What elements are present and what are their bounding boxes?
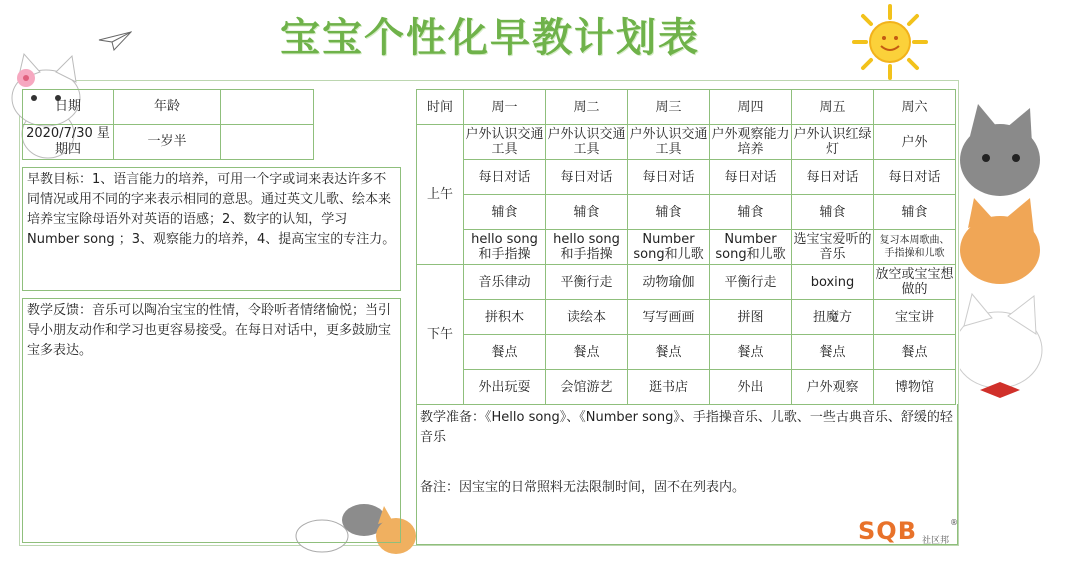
activity-cell: 每日对话: [628, 160, 710, 195]
day-header: 周五: [792, 90, 874, 125]
activity-cell: 户外认识交通工具: [628, 125, 710, 160]
paper-plane-icon: [98, 30, 132, 52]
day-header: 周四: [710, 90, 792, 125]
note-text: 备注：因宝宝的日常照料无法限制时间，固不在列表内。: [420, 480, 746, 495]
activity-cell: 辅食: [464, 195, 546, 230]
schedule-table: [416, 89, 956, 405]
activity-cell: 辅食: [710, 195, 792, 230]
activity-cell: 复习本周歌曲、手指操和儿歌: [874, 230, 956, 265]
activity-cell: 会馆游艺: [546, 370, 628, 405]
activity-cell: 读绘本: [546, 300, 628, 335]
feedback-text: 教学反馈：音乐可以陶冶宝宝的性情，令聆听者情绪愉悦；当引导小朋友动作和学习也更容易接受。在每日对话中，更多鼓励宝宝多表达。: [22, 298, 401, 543]
activity-cell: 扭魔方: [792, 300, 874, 335]
age-value: 一岁半: [114, 125, 221, 160]
page-title: 宝宝个性化早教计划表: [280, 15, 700, 61]
activity-cell: 辅食: [628, 195, 710, 230]
activity-cell: 餐点: [710, 335, 792, 370]
activity-cell: 选宝宝爱听的音乐: [792, 230, 874, 265]
activity-cell: 放空或宝宝想做的: [874, 265, 956, 300]
day-header: 周三: [628, 90, 710, 125]
activity-cell: 辅食: [546, 195, 628, 230]
activity-cell: 拼图: [710, 300, 792, 335]
date-value: 2020/7/30 星期四: [23, 125, 114, 160]
activity-cell: 户外认识交通工具: [464, 125, 546, 160]
activity-cell: 平衡行走: [546, 265, 628, 300]
activity-cell: Number song和儿歌: [628, 230, 710, 265]
activity-cell: 逛书店: [628, 370, 710, 405]
date-label: 日期: [23, 90, 114, 125]
activity-cell: 户外: [874, 125, 956, 160]
activity-cell: 外出: [710, 370, 792, 405]
morning-label: 上午: [417, 125, 464, 265]
activity-cell: 餐点: [464, 335, 546, 370]
brand-logo: SQB: [858, 517, 917, 545]
activity-cell: boxing: [792, 265, 874, 300]
activity-cell: 每日对话: [792, 160, 874, 195]
activity-cell: 拼积木: [464, 300, 546, 335]
info-table: [22, 89, 314, 160]
day-header: 周二: [546, 90, 628, 125]
empty-cell: [221, 125, 314, 160]
brand-logo-sub: 社区邦: [922, 536, 950, 546]
activity-cell: 外出玩耍: [464, 370, 546, 405]
activity-cell: hello song和手指操: [464, 230, 546, 265]
activity-cell: Number song和儿歌: [710, 230, 792, 265]
activity-cell: 辅食: [874, 195, 956, 230]
activity-cell: 写写画画: [628, 300, 710, 335]
activity-cell: 户外认识交通工具: [546, 125, 628, 160]
activity-cell: 宝宝讲: [874, 300, 956, 335]
goals-text: 早教目标：1、语言能力的培养，可用一个字或词来表达许多不同情况或用不同的字来表示相同的意思。通过英文儿歌、绘本来培养宝宝除母语外对英语的语感；2、数字的认知，学习Number song ；3、观察能力的培养，4、提高宝宝的专注力。: [22, 167, 401, 291]
activity-cell: 辅食: [792, 195, 874, 230]
activity-cell: 博物馆: [874, 370, 956, 405]
registered-mark: ®: [950, 518, 958, 527]
cat-icon: [960, 100, 1080, 410]
afternoon-label: 下午: [417, 265, 464, 405]
activity-cell: 音乐律动: [464, 265, 546, 300]
activity-cell: 户外认识红绿灯: [792, 125, 874, 160]
age-label: 年龄: [114, 90, 221, 125]
activity-cell: 每日对话: [546, 160, 628, 195]
activity-cell: 餐点: [546, 335, 628, 370]
activity-cell: 餐点: [628, 335, 710, 370]
activity-cell: 每日对话: [710, 160, 792, 195]
activity-cell: 户外观察能力培养: [710, 125, 792, 160]
sun-icon: [850, 4, 930, 80]
activity-cell: 餐点: [792, 335, 874, 370]
activity-cell: 户外观察: [792, 370, 874, 405]
empty-cell: [221, 90, 314, 125]
day-header: 周一: [464, 90, 546, 125]
activity-cell: 平衡行走: [710, 265, 792, 300]
activity-cell: 餐点: [874, 335, 956, 370]
activity-cell: hello song和手指操: [546, 230, 628, 265]
activity-cell: 每日对话: [874, 160, 956, 195]
day-header: 周六: [874, 90, 956, 125]
activity-cell: 每日对话: [464, 160, 546, 195]
time-header: 时间: [417, 90, 464, 125]
activity-cell: 动物瑜伽: [628, 265, 710, 300]
preparation-text: 教学准备：《Hello song》、《Number song》、手指操音乐、儿歌、一些古典音乐、舒缓的轻音乐: [420, 410, 953, 445]
